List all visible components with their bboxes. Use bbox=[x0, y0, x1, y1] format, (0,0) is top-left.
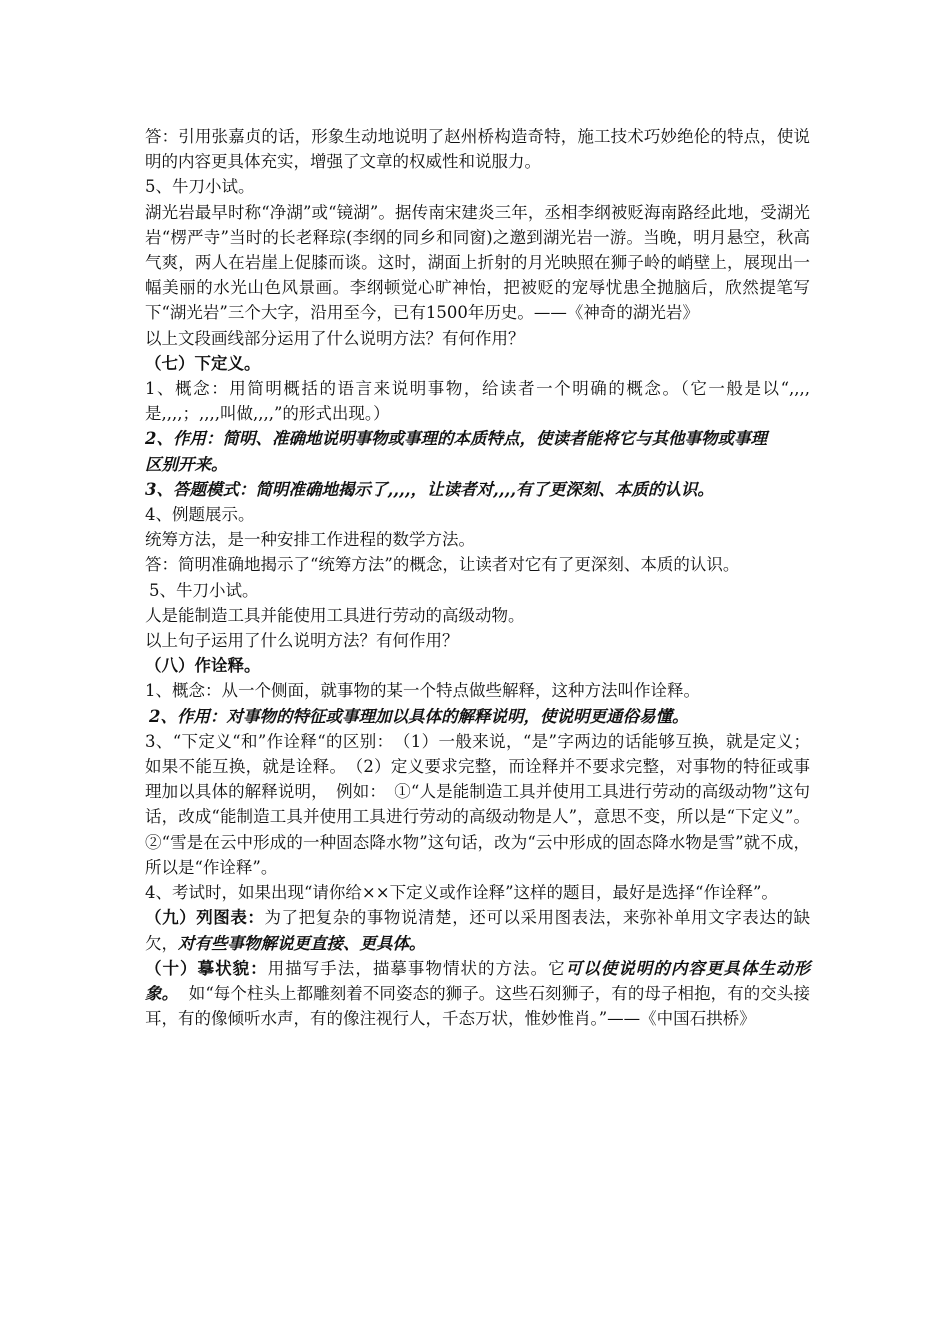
section-heading-definition: （七）下定义。 bbox=[145, 353, 261, 373]
answer-paragraph: 答：引用张嘉贞的话，形象生动地说明了赵州桥构造奇特，施工技术巧妙绝伦的特点，使说明的内容更具体充实，增强了文章的权威性和说服力。 bbox=[145, 127, 810, 172]
passage-paragraph: 湖光岩最早时称“净湖”或“镜湖”。据传南宋建炎三年，丞相李纲被贬海南路经此地，受湖光岩“楞严寺”当时的长老释琮(李纲的同乡和同窗)之邀到湖光岩一游。当晚，明月悬空，秋高气爽，两人在岩崖上促膝而谈。这时，湖面上折射的月光映照在狮子岭的峭壁上，展现出一幅美丽的水光山色风景画。李纲顿觉心旷神怡，把被贬的宠辱忧患全抛脑后，欣然提笔写下“湖光岩”三个大字，沿用至今，已有1500年历史。——《神奇的湖光岩》 bbox=[145, 202, 810, 323]
chart-method-text: 为了把复杂的事物说清楚，还可以采用图表法，来弥补单用文字表达的缺欠， bbox=[145, 908, 811, 953]
exercise-heading: 5、牛刀小试。 bbox=[149, 580, 259, 600]
concept-paragraph: 1、概念：从一个侧面，就事物的某一个特点做些解释，这种方法叫作诠释。 bbox=[145, 681, 700, 701]
concept-paragraph: 1、概念：用简明概括的语言来说明事物，给读者一个明确的概念。（它一般是以“,,,,是,,,,；,,,,叫做,,,,”的形式出现。） bbox=[145, 379, 810, 424]
chart-method-emphasis: 对有些事物解说更直接、更具体。 bbox=[178, 933, 426, 953]
function-paragraph: 2、作用：对事物的特征或事理加以具体的解释说明，使说明更通俗易懂。 bbox=[149, 706, 689, 726]
question-paragraph: 以上文段画线部分运用了什么说明方法？有何作用？ bbox=[145, 328, 525, 348]
example-answer: 答：简明准确地揭示了“统筹方法”的概念，让读者对它有了更深刻、本质的认识。 bbox=[145, 555, 740, 575]
description-method-example: 如“每个柱头上都雕刻着不同姿态的狮子。这些石刻狮子，有的母子相抱，有的交头接耳，有的像倾听水声，有的像注视行人，千态万状，惟妙惟肖。”——《中国石拱桥》 bbox=[145, 983, 810, 1029]
description-method-label: （十）摹状貌： bbox=[145, 958, 268, 978]
example-heading: 4、例题展示。 bbox=[145, 505, 255, 525]
function-paragraph: 2、作用：简明、准确地说明事物或事理的本质特点，使读者能将它与其他事物或事理 bbox=[145, 429, 767, 449]
description-method-paragraph bbox=[145, 956, 810, 1032]
chart-method-label: （九）列图表： bbox=[145, 908, 265, 928]
exam-tip-paragraph: 4、考试时，如果出现“请你给××下定义或作诠释”这样的题目，最好是选择“作诠释”。 bbox=[145, 883, 778, 903]
description-method-text: 用描写手法，描摹事物情状的方法。它 bbox=[267, 958, 566, 978]
description-method-emphasis: 可以使说明的内容更具体生动形象。 bbox=[145, 958, 811, 1003]
chart-method-paragraph bbox=[145, 905, 810, 955]
function-paragraph-continued: 区别开来。 bbox=[145, 454, 228, 474]
section-heading-interpretation: （八）作诠释。 bbox=[145, 656, 261, 676]
exercise-sentence: 人是能制造工具并能使用工具进行劳动的高级动物。 bbox=[145, 605, 525, 625]
question-paragraph: 以上句子运用了什么说明方法？有何作用？ bbox=[145, 631, 459, 651]
answer-pattern-paragraph: 3、答题模式：简明准确地揭示了,,,,，让读者对,,,,有了更深刻、本质的认识。 bbox=[145, 479, 714, 499]
exercise-heading: 5、牛刀小试。 bbox=[145, 177, 255, 197]
difference-paragraph: 3、“下定义“和”作诠释“的区别： （1）一般来说，“是”字两边的话能够互换，就是定义；如果不能互换，就是诠释。 （2）定义要求完整，而诠释并不要求完整，对事物的特征或事理加以具体的解释说明， 例如： ①“人是能制造工具并使用工具进行劳动的高级动物”这句话，改成“能制造工具并使用工具进行劳动的高级动物是人”，意思不变，所以是“下定义”。②“雪是在云中形成的一种固态降水物”这句话，改为“云中形成的固态降水物是雪”就不成，所以是“作诠释”。 bbox=[145, 731, 810, 877]
example-sentence: 统筹方法，是一种安排工作进程的数学方法。 bbox=[145, 530, 475, 550]
